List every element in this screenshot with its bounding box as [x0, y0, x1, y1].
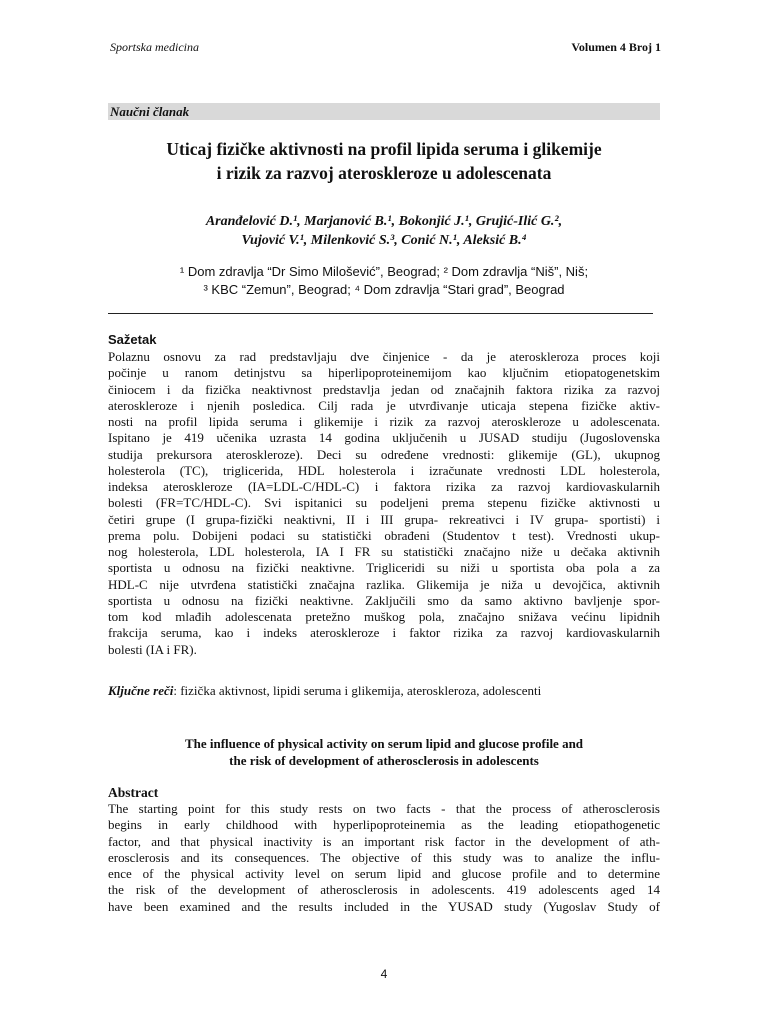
- sazetak-heading: Sažetak: [108, 332, 157, 347]
- paragraph-line: The starting point for this study rests on two facts - that the process of atherosclerosis: [108, 801, 660, 816]
- author-line: Aranđelović D.¹, Marjanović B.¹, Bokonjić J.¹, Grujić-Ilić G.²,: [205, 214, 563, 229]
- paragraph-line: studija prekursora ateroskleroze). Deci su određene vrednosti: glikemije (GL), ukupnog: [108, 446, 660, 462]
- paragraph-line: počinje u ranom detinjstvu sa hiperlipoproteinemijom kao ključnim etiopatogenetskim: [108, 365, 660, 381]
- affiliation-line: ¹ Dom zdravlja “Dr Simo Milošević”, Beograd; ² Dom zdravlja “Niš”, Niš;: [179, 264, 589, 279]
- header-divider: [108, 313, 653, 314]
- author-line: Vujović V.¹, Milenković S.³, Conić N.¹, Aleksić B.⁴: [241, 233, 527, 248]
- paragraph-line: Polaznu osnovu za rad predstavljaju dve činjenice - da je ateroskleroza proces koji: [108, 349, 660, 364]
- keywords-text: : fizička aktivnost, lipidi seruma i glikemija, ateroskleroza, adolescenti: [173, 683, 542, 698]
- page-number: 4: [380, 967, 388, 981]
- paragraph-line: nosti na profil lipida seruma i glikemije i rizik za razvoj ateroskleroze u adolescenata.: [108, 414, 660, 429]
- abstract-heading: Abstract: [108, 785, 159, 800]
- paragraph-line: Ispitano je 419 učenika uzrasta 14 godina uključenih u JUSAD studiju (Jugoslovenska: [108, 430, 660, 446]
- volume-issue: Volumen 4 Broj 1: [571, 40, 661, 54]
- paragraph-line: HDL-C nije utvrđena statistički značajna razlika. Glikemija je niža u devojčica, aktivnih: [108, 576, 660, 592]
- paragraph-line: ateroskleroze i njenih posledica. Cilj rada je utvrđivanje uticaja stepena fizičke aktiv-: [108, 397, 660, 413]
- sazetak-body: [108, 349, 660, 658]
- paragraph-line: begins in early childhood with hyperlipoproteinemia as the leading etiopathogenetic: [108, 817, 660, 833]
- article-title: [108, 137, 660, 185]
- paragraph-line: erosclerosis and its consequences. The objective of this study was to analize the influ-: [108, 849, 660, 865]
- affiliations: [108, 263, 660, 299]
- paragraph-line: indeksa ateroskleroze (IA=LDL-C/HDL-C) i faktora rizika za razvoj kardiovaskularnih: [108, 479, 660, 494]
- abstract-body: [108, 801, 660, 915]
- paragraph-line: the risk of the development of atherosclerosis in adolescents. 419 adolescents aged 14: [108, 882, 660, 898]
- paragraph-line: bolesti (IA i FR).: [108, 641, 197, 657]
- section-label: Naučni članak: [108, 103, 660, 120]
- article-title-line: Uticaj fizičke aktivnosti na profil lipida seruma i glikemije: [166, 139, 602, 159]
- paragraph-line: frakcija seruma, kao i indeks ateroskleroze i faktor rizika za razvoj kardiovaskularnih: [108, 625, 660, 641]
- english-title-line: the risk of development of atherosclerosis in adolescents: [229, 753, 539, 768]
- paragraph-line: činiocem i da fizička neaktivnost predstavlja jedan od značajnih faktora rizika za razvoj: [108, 381, 660, 397]
- paragraph-line: četiri grupe (I grupa-fizički neaktivni, II i III grupa- rekreativci i IV grupa- sportisti) i: [108, 511, 660, 527]
- paragraph-line: prema polu. Dobijeni podaci su statistički obrađeni (Studentov t test). Vrednosti ukup-: [108, 527, 660, 543]
- english-title: [108, 735, 660, 769]
- paragraph-line: factor, and that physical inactivity is an important risk factor in the development of ath-: [108, 833, 660, 849]
- paragraph-line: tom kod mlađih adolescenata pretežno muškog pola, značajno snižava većinu lipidnih: [108, 609, 660, 624]
- keywords-label: Ključne reči: [108, 683, 174, 698]
- paragraph-line: nog holesterola, LDL holesterola, IA I FR su statistički značajno niže u dečaka aktivnih: [108, 544, 660, 559]
- english-title-line: The influence of physical activity on serum lipid and glucose profile and: [184, 736, 584, 751]
- running-head: [110, 40, 661, 58]
- paragraph-line: holesterola (TC), triglicerida, HDL holesterola i izračunate vrednosti LDL holesterola,: [108, 462, 660, 478]
- paragraph-line: sportista u odnosu na fizički neaktivne. Trigliceridi su niži u sportista oba pola a za: [108, 560, 660, 576]
- author-list: [108, 212, 660, 250]
- keywords: [108, 683, 660, 699]
- paragraph-line: ence of the physical activity level on serum lipid and glucose profile and to determine: [108, 866, 660, 882]
- article-title-line: i rizik za razvoj ateroskleroze u adolescenata: [216, 163, 552, 183]
- paragraph-line: sportista u odnosu na fizički neaktivne. Zaključili smo da samo aktivno bavljenje spor-: [108, 592, 660, 608]
- paragraph-line: bolesti (FR=TC/HDL-C). Svi ispitanici su podeljeni prema stepenu fizičke aktivnosti u: [108, 495, 660, 511]
- paragraph-line: have been examined and the results included in the YUSAD study (Yugoslav Study of: [108, 898, 660, 914]
- affiliation-line: ³ KBC “Zemun”, Beograd; ⁴ Dom zdravlja “Stari grad”, Beograd: [203, 282, 565, 297]
- journal-name: Sportska medicina: [110, 40, 199, 54]
